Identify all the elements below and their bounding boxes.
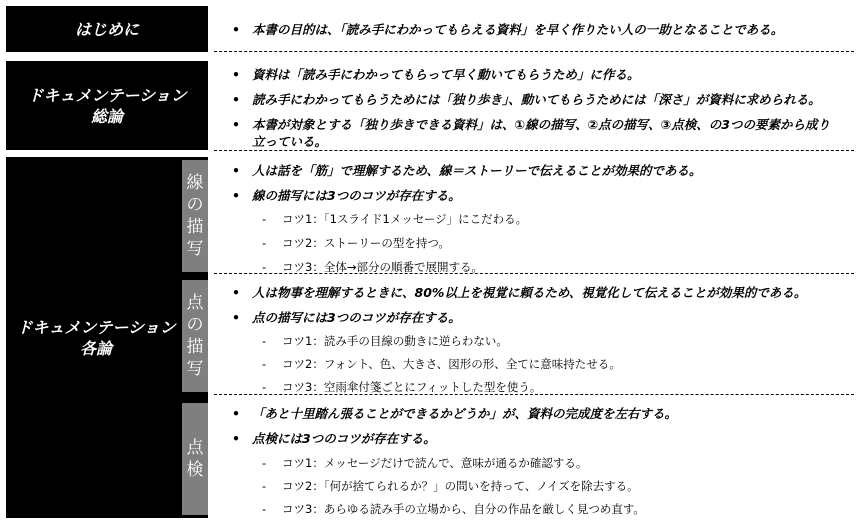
section-details-title-line2: 各論 [79, 338, 112, 358]
general-bullet: • 本書が対象とする「独り歩きできる資料」は、①線の描写、②点の描写、③点検、の3つの要素から成り立っている。 [232, 117, 830, 149]
subsection-line-label [182, 160, 208, 272]
section-general-box [6, 61, 208, 150]
general-bullet: • 読み手にわかってもらうためには「独り歩き」、動いてもらうためには「深さ」が資料に求められる。 [232, 92, 821, 107]
section-intro-title: はじめに [74, 19, 139, 39]
point-tip: - コツ2：フォント、色、大きさ、図形の形、全てに意味持たせる。 [262, 357, 621, 371]
check-tip: - コツ2：「何が捨てられるか？」の問いを持って、ノイズを除去する。 [262, 479, 639, 493]
point-tip: - コツ1：読み手の目線の動きに逆らわない。 [262, 334, 508, 348]
subsection-check-char: 検 [186, 460, 204, 480]
section-general-title-line1: ドキュメンテーション [27, 85, 187, 105]
separator [214, 51, 854, 52]
check-bullet: • 点検には3つのコツが存在する。 [232, 431, 436, 446]
intro-bullet: • 本書の目的は、「読み手にわかってもらえる資料」を早く作りたい人の一助となることである。 [232, 22, 784, 37]
line-tip: - コツ1：「1スライド1メッセージ」にこだわる。 [262, 212, 528, 226]
section-intro-box [6, 6, 208, 52]
line-bullet: • 人は話を「筋」で理解するため、線＝ストーリーで伝えることが効果的である。 [232, 163, 702, 178]
check-bullet: • 「あと十里踏ん張ることができるかどうか」が、資料の完成度を左右する。 [232, 406, 678, 421]
subsection-line-char: 線 [186, 173, 204, 193]
general-bullet: • 資料は「読み手にわかってもらって早く動いてもらうため」に作る。 [232, 67, 640, 82]
subsection-point-char: 点 [186, 293, 204, 313]
section-details-box [6, 157, 208, 518]
subsection-check-char: 点 [186, 438, 204, 458]
point-bullet: • 点の描写には3つのコツが存在する。 [232, 310, 461, 325]
subsection-point-char: の [186, 315, 204, 335]
check-tip: - コツ3：あらゆる読み手の立場から、自分の作品を厳しく見つめ直す。 [262, 502, 645, 516]
point-bullet: • 人は物事を理解するときに、80%以上を視覚に頼るため、視覚化して伝えることが効果的である。 [232, 285, 807, 300]
subsection-line-char: 写 [186, 239, 204, 259]
separator [214, 150, 854, 151]
check-tip: - コツ1：メッセージだけで読んで、意味が通るか確認する。 [262, 456, 588, 470]
subsection-point-char: 描 [186, 337, 204, 357]
subsection-point-label [182, 280, 208, 392]
subsection-check-label [182, 403, 208, 515]
line-bullet: • 線の描写には3つのコツが存在する。 [232, 188, 461, 203]
subsection-line-char: の [186, 195, 204, 215]
subsection-point-char: 写 [186, 359, 204, 379]
section-details-title-line1: ドキュメンテーション [16, 317, 176, 337]
line-tip: - コツ2：ストーリーの型を持つ。 [262, 236, 450, 250]
section-general-title-line2: 総論 [90, 106, 123, 126]
point-tip: - コツ3：空雨傘付箋ごとにフィットした型を使う。 [262, 380, 542, 394]
subsection-line-char: 描 [186, 217, 204, 237]
line-tip: - コツ3：全体→部分の順番で展開する。 [262, 260, 483, 274]
